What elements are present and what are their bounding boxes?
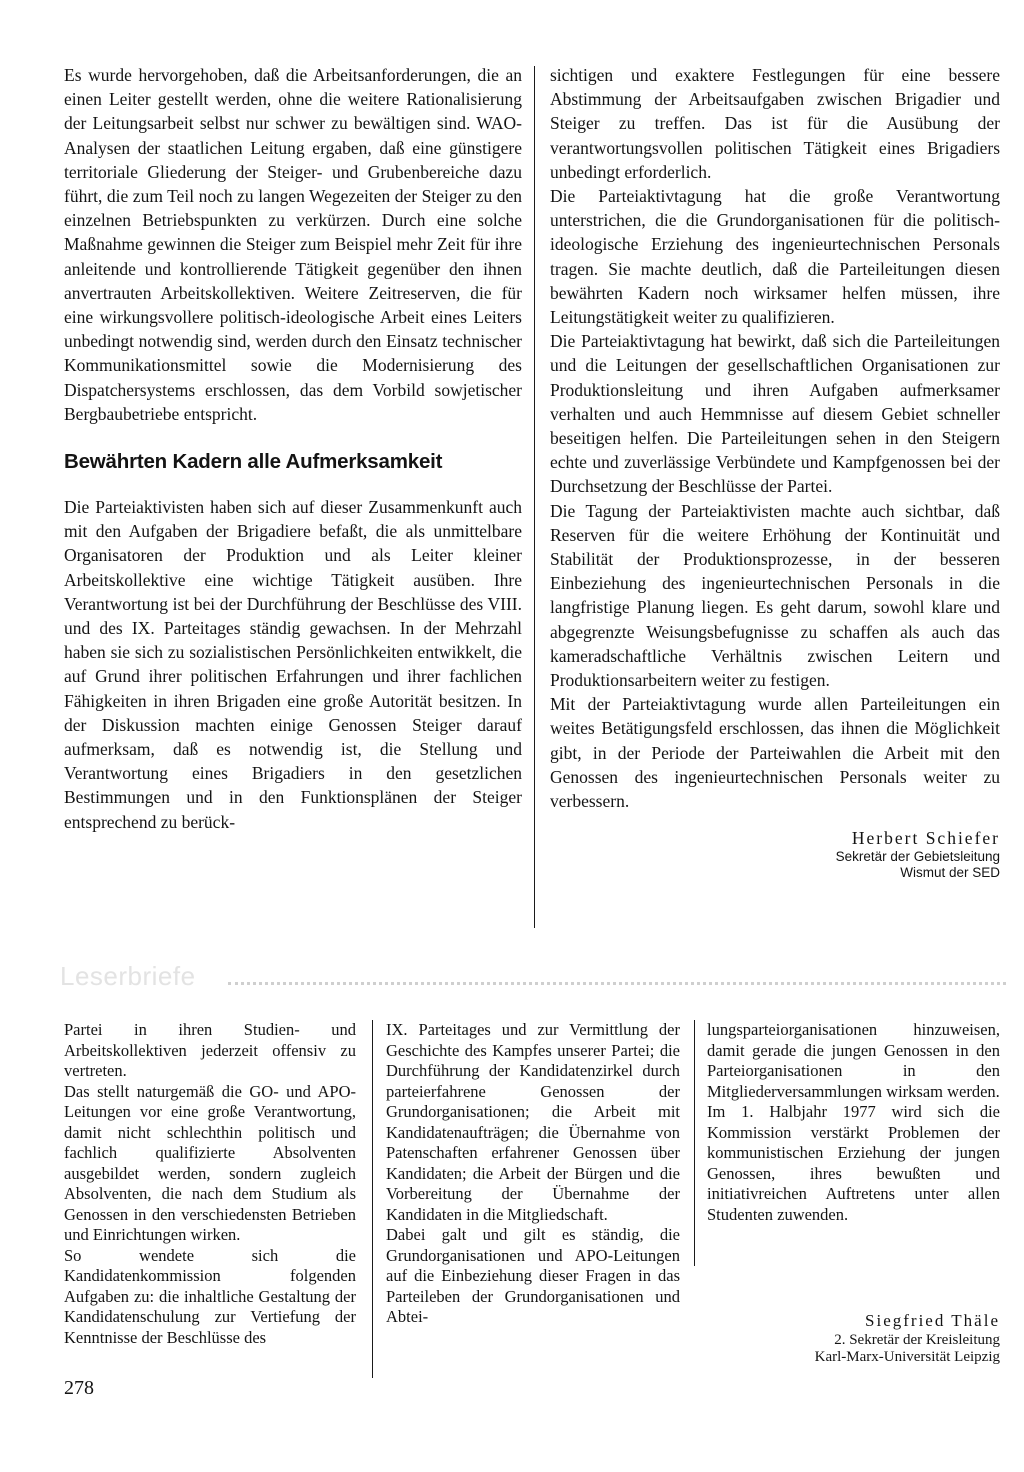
section-label: Leserbriefe xyxy=(60,961,196,991)
letter-paragraph: Das stellt naturgemäß die GO- und APO-Leitungen vor eine große Verantwortung, damit nicht schlechthin politisch und fachlich qualifizierte Absolventen ausgebildet werden, sondern zugleich Absolventen, die nach dem Studium als Genossen in den verschiedensten Betrieben und Einrichtungen wirken. xyxy=(64,1081,356,1244)
article-paragraph: Die Parteiaktivisten haben sich auf dieser Zusammenkunft auch mit den Aufgaben der Brigadiere befaßt, die als unmittelbare Organisatoren der Produktion und als Leiter kleiner Arbeitskollektive eine wichtige Tätigkeit ausüben. Ihre Verantwortung ist bei der Durchführung der Beschlüsse des VIII. und des IX. Parteitages ständig gewachsen. In der Mehrzahl haben sie sich zu sozialistischen Persönlichkeiten entwikkelt, die auf Grund ihrer politischen Erfahrungen und ihrer fachlichen Fähigkeiten in ihren Brigaden eine große Autorität besitzen. In der Diskussion machten einige Genossen Steiger darauf aufmerksam, daß es notwendig ist, die Stellung und Verantwortung eines Brigadiers in den gesetzlichen Bestimmungen und in den Funktionsplänen der Steiger entsprechend zu berück- xyxy=(64,497,522,832)
letter-paragraph: Partei in ihren Studien- und Arbeitskollektiven jederzeit offensiv zu vertreten. xyxy=(64,1020,356,1080)
author-name: Herbert Schiefer xyxy=(851,828,1000,849)
article-paragraph: Die Parteiaktivtagung hat die große Verantwortung unterstrichen, die die Grundorganisationen für die politisch-ideologische Erziehung des ingenieurtechnischen Personals tragen. Sie machte deutlich, daß die Parteileitungen diesen bewährten Kadern noch wirksamer helfen müssen, ihre Leitungstätigkeit weiter zu qualifizieren. xyxy=(550,186,1000,328)
article-paragraph: sichtigen und exaktere Festlegungen für eine bessere Abstimmung der Arbeitsaufgaben zwischen Brigadier und Steiger zu treffen. Das ist für die Ausübung der verantwortungsvollen politischen Tätigkeit eines Brigadiers unbedingt erforderlich. xyxy=(550,65,1000,182)
letter-column-3 xyxy=(707,1020,1000,1225)
author-signature xyxy=(550,827,1000,881)
letter-paragraph: Dabei galt und gilt es ständig, die Grundorganisationen und APO-Leitungen auf die Einbeziehung dieser Fragen in das Parteileben der Grundorganisationen und Abtei- xyxy=(386,1225,680,1326)
dotted-rule xyxy=(228,982,1006,985)
letter-signature xyxy=(815,1310,1000,1366)
letter-paragraph: lungsparteiorganisationen hinzuweisen, damit gerade die jungen Genossen in den Parteiorganisationen in den Mitgliederversammlungen wirksam werden. xyxy=(707,1020,1000,1101)
section-heading: Bewährten Kadern alle Aufmerksamkeit xyxy=(64,450,443,474)
author-role: Wismut der SED xyxy=(900,865,1000,881)
article-left-column xyxy=(64,63,522,834)
page-number: 278 xyxy=(64,1377,94,1399)
letter-author-role: Karl-Marx-Universität Leipzig xyxy=(814,1349,1000,1365)
letter-author-role: 2. Sekretär der Kreisleitung xyxy=(834,1332,1000,1348)
letter-paragraph: IX. Parteitages und zur Vermittlung der Geschichte des Kampfes unserer Partei; die Durchführung der Kandidatenzirkel durch parteierfahrene Genossen der Grundorganisationen; die Arbeit mit Kandidatenaufträgen; die Übernahme von Patenschaften erfahrener Genossen über Kandidaten; die Arbeit der Bürgen und die Vorbereitung der Übernahme der Kandidaten in die Mitgliedschaft. xyxy=(386,1020,680,1224)
section-banner xyxy=(60,962,1006,990)
article-paragraph: Die Tagung der Parteiaktivisten machte auch sichtbar, daß Reserven für die weitere Erhöhung der Kontinuität und Stabilität der Produktionsprozesse, in der besseren Einbeziehung des ingenieurtechnischen Personals in die langfristige Planung liegen. Es geht darum, sowohl klare und abgegrenzte Weisungsbefugnisse zu schaffen als auch das kameradschaftliche Verhältnis zwischen Leitern und Produktionsarbeitern weiter zu festigen. xyxy=(550,500,1000,691)
letter-author-name: Siegfried Thäle xyxy=(865,1311,1000,1330)
article-right-column xyxy=(550,63,1000,881)
column-divider xyxy=(372,1020,373,1378)
article-paragraph: Mit der Parteiaktivtagung wurde allen Parteileitungen ein weites Betätigungsfeld erschlossen, das ihnen die Möglichkeit gibt, in der Periode der Parteiwahlen die Arbeit mit den Genossen des ingenieurtechnischen Personals weiter zu verbessern. xyxy=(550,694,1000,812)
letter-paragraph: Im 1. Halbjahr 1977 wird sich die Kommission verstärkt Problemen der kommunistischen Erziehung der jungen Genossen, ihres bewußten und initiativreichen Auftretens unter allen Studenten zuwenden. xyxy=(707,1102,1000,1224)
column-divider xyxy=(534,66,535,928)
letter-column-2 xyxy=(386,1020,680,1328)
letter-paragraph: So wendete sich die Kandidatenkommission folgenden Aufgaben zu: die inhaltliche Gestaltung der Kandidatenschulung zur Vertiefung der Kenntnisse der Beschlüsse des xyxy=(64,1245,356,1347)
article-paragraph: Es wurde hervorgehoben, daß die Arbeitsanforderungen, die an einen Leiter gestellt werden, ohne die weitere Rationalisierung der Leitungsarbeit selbst nur schwer zu bewältigen sind. WAO-Analysen der staatlichen Leitung ergaben, daß eine günstigere territoriale Gliederung der Steiger- und Grubenbereiche dazu führt, die zum Teil noch zu langen Wegezeiten der Steiger zu den einzelnen Betriebspunkten zu verkürzen. Durch eine solche Maßnahme gewinnen die Steiger zum Beispiel mehr Zeit für ihre anleitende und kontrollierende Tätigkeit gegenüber den ihnen anvertrauten Arbeitskollektiven. Weitere Zeitreserven, die für eine wirkungsvollere politisch-ideologische Arbeit eines Leiters unbedingt notwendig sind, werden durch den Einsatz technischer Kommunikationsmittel sowie die Modernisierung des Dispatchersystems erschlossen, das dem Vorbild sowjetischer Bergbaubetriebe entspricht. xyxy=(64,65,522,424)
letter-column-1 xyxy=(64,1020,356,1348)
column-divider xyxy=(694,1020,695,1266)
author-role: Sekretär der Gebietsleitung xyxy=(835,849,1000,865)
article-paragraph: Die Parteiaktivtagung hat bewirkt, daß sich die Parteileitungen und die Leitungen der gesellschaftlichen Organisationen zur Produktionsleitung und ihren Aufgaben aufmerksamer verhalten und auch Hemmnisse auf diesem Gebiet schneller beseitigen helfen. Die Parteileitungen sehen in den Steigern echte und zuverlässige Verbündete und Kampfgenossen bei der Durchsetzung der Beschlüsse der Partei. xyxy=(550,331,1000,497)
